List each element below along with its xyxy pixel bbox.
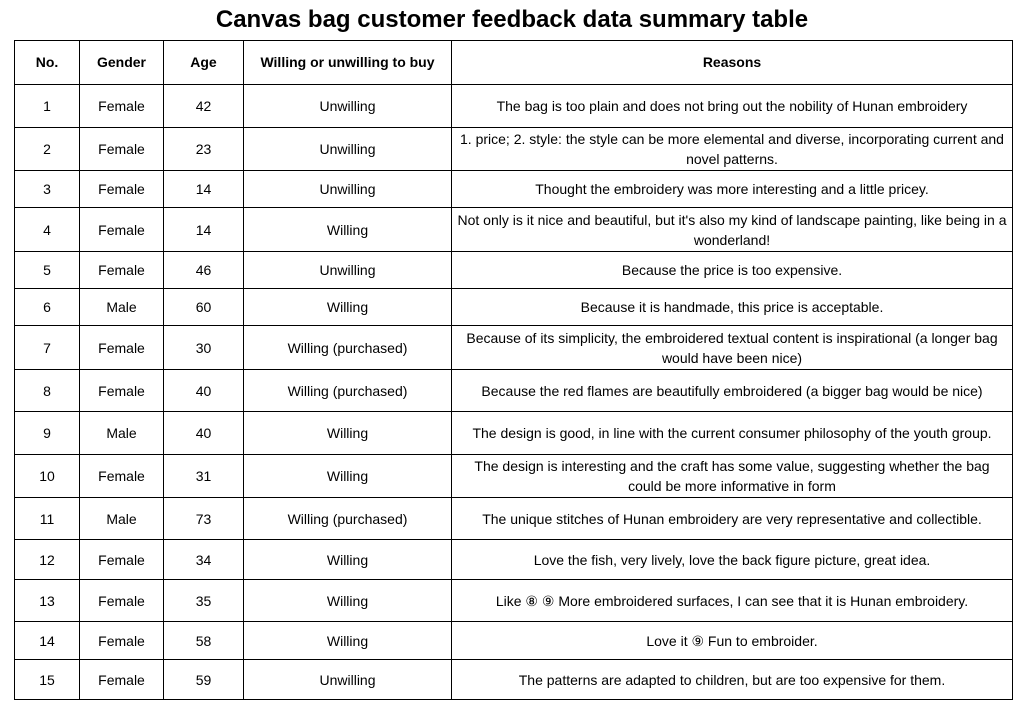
cell-gender: Female	[80, 208, 164, 252]
cell-reason: Because the red flames are beautifully embroidered (a bigger bag would be nice)	[452, 370, 1013, 412]
cell-no: 11	[15, 498, 80, 540]
cell-age: 35	[164, 580, 244, 622]
cell-reason: The unique stitches of Hunan embroidery are very representative and collectible.	[452, 498, 1013, 540]
cell-willing: Willing (purchased)	[244, 498, 452, 540]
cell-gender: Male	[80, 289, 164, 326]
cell-no: 7	[15, 326, 80, 370]
table-row	[15, 252, 1013, 289]
cell-age: 40	[164, 412, 244, 455]
cell-reason: Love it ⑨ Fun to embroider.	[452, 622, 1013, 660]
cell-gender: Female	[80, 252, 164, 289]
cell-no: 3	[15, 171, 80, 208]
cell-age: 73	[164, 498, 244, 540]
cell-gender: Female	[80, 370, 164, 412]
cell-no: 6	[15, 289, 80, 326]
cell-age: 23	[164, 128, 244, 171]
table-row	[15, 171, 1013, 208]
cell-gender: Male	[80, 412, 164, 455]
cell-no: 14	[15, 622, 80, 660]
header-age: Age	[164, 41, 244, 85]
cell-gender: Female	[80, 540, 164, 580]
cell-age: 58	[164, 622, 244, 660]
table-row	[15, 412, 1013, 455]
cell-reason: Because it is handmade, this price is acceptable.	[452, 289, 1013, 326]
cell-willing: Willing (purchased)	[244, 370, 452, 412]
cell-age: 14	[164, 208, 244, 252]
cell-willing: Willing (purchased)	[244, 326, 452, 370]
cell-no: 15	[15, 660, 80, 700]
table-row	[15, 85, 1013, 128]
cell-gender: Female	[80, 580, 164, 622]
cell-age: 60	[164, 289, 244, 326]
table-row	[15, 622, 1013, 660]
table-row	[15, 580, 1013, 622]
cell-willing: Willing	[244, 580, 452, 622]
cell-gender: Male	[80, 498, 164, 540]
table-row	[15, 326, 1013, 370]
cell-reason: 1. price; 2. style: the style can be more elemental and diverse, incorporating current and novel patterns.	[452, 128, 1013, 171]
cell-reason: The design is good, in line with the current consumer philosophy of the youth group.	[452, 412, 1013, 455]
cell-gender: Female	[80, 85, 164, 128]
cell-willing: Willing	[244, 455, 452, 498]
table-row	[15, 370, 1013, 412]
table-row	[15, 540, 1013, 580]
cell-age: 30	[164, 326, 244, 370]
cell-gender: Female	[80, 171, 164, 208]
cell-reason: Because of its simplicity, the embroidered textual content is inspirational (a longer bag would have been nice)	[452, 326, 1013, 370]
cell-no: 13	[15, 580, 80, 622]
cell-reason: Love the fish, very lively, love the back figure picture, great idea.	[452, 540, 1013, 580]
cell-age: 46	[164, 252, 244, 289]
cell-no: 4	[15, 208, 80, 252]
table-row	[15, 289, 1013, 326]
feedback-table	[14, 40, 1013, 700]
cell-gender: Female	[80, 128, 164, 171]
cell-willing: Willing	[244, 208, 452, 252]
cell-gender: Female	[80, 622, 164, 660]
header-reasons: Reasons	[452, 41, 1013, 85]
header-willing: Willing or unwilling to buy	[244, 41, 452, 85]
page-title: Canvas bag customer feedback data summary table	[215, 6, 809, 33]
cell-willing: Unwilling	[244, 252, 452, 289]
header-gender: Gender	[80, 41, 164, 85]
cell-no: 2	[15, 128, 80, 171]
cell-reason: Thought the embroidery was more interesting and a little pricey.	[452, 171, 1013, 208]
header-no: No.	[15, 41, 80, 85]
cell-no: 10	[15, 455, 80, 498]
cell-willing: Willing	[244, 540, 452, 580]
cell-no: 12	[15, 540, 80, 580]
cell-age: 34	[164, 540, 244, 580]
cell-reason: The patterns are adapted to children, but are too expensive for them.	[452, 660, 1013, 700]
cell-no: 9	[15, 412, 80, 455]
cell-age: 42	[164, 85, 244, 128]
table-row	[15, 498, 1013, 540]
cell-no: 5	[15, 252, 80, 289]
table-row	[15, 455, 1013, 498]
cell-age: 40	[164, 370, 244, 412]
cell-reason: The design is interesting and the craft has some value, suggesting whether the bag could be more informative in form	[452, 455, 1013, 498]
cell-willing: Willing	[244, 622, 452, 660]
cell-age: 59	[164, 660, 244, 700]
cell-reason: Because the price is too expensive.	[452, 252, 1013, 289]
table-row	[15, 208, 1013, 252]
cell-age: 31	[164, 455, 244, 498]
cell-gender: Female	[80, 326, 164, 370]
cell-reason: Like ⑧ ⑨ More embroidered surfaces, I can see that it is Hunan embroidery.	[452, 580, 1013, 622]
table-row	[15, 128, 1013, 171]
cell-willing: Unwilling	[244, 171, 452, 208]
cell-no: 8	[15, 370, 80, 412]
cell-willing: Willing	[244, 412, 452, 455]
cell-reason: Not only is it nice and beautiful, but it's also my kind of landscape painting, like being in a wonderland!	[452, 208, 1013, 252]
cell-willing: Unwilling	[244, 85, 452, 128]
cell-willing: Unwilling	[244, 660, 452, 700]
table-header-row	[15, 41, 1013, 85]
cell-willing: Unwilling	[244, 128, 452, 171]
cell-no: 1	[15, 85, 80, 128]
cell-age: 14	[164, 171, 244, 208]
table-row	[15, 660, 1013, 700]
cell-gender: Female	[80, 660, 164, 700]
cell-reason: The bag is too plain and does not bring out the nobility of Hunan embroidery	[452, 85, 1013, 128]
cell-gender: Female	[80, 455, 164, 498]
cell-willing: Willing	[244, 289, 452, 326]
